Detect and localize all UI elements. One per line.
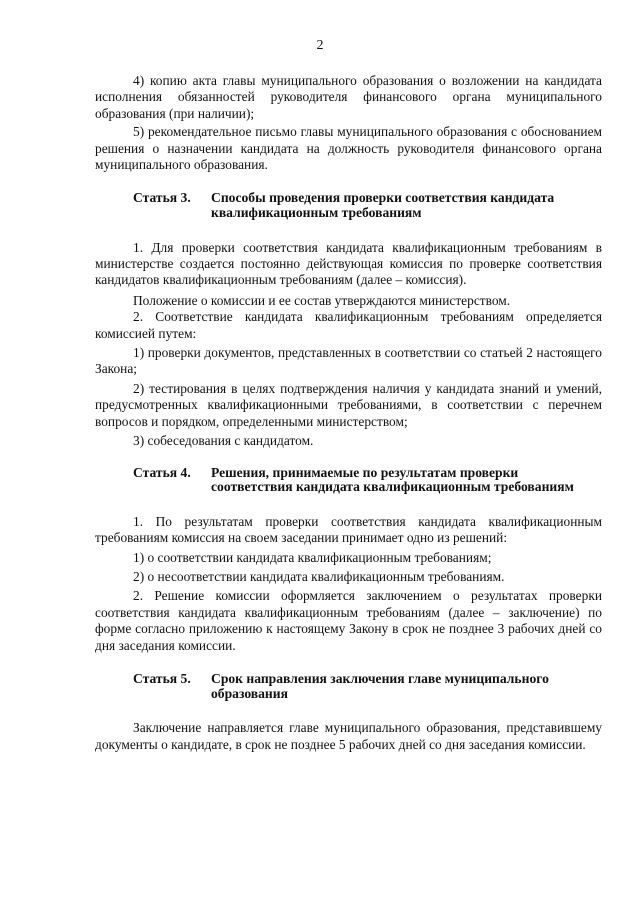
page-number: 2	[316, 38, 324, 53]
article-5-paragraph: Заключение направляется главе муниципального образования, представившему документы о кандидате, в срок не позднее 5 рабочих дней со дня заседания комиссии.	[95, 720, 602, 752]
article-4-paragraph: 1) о соответствии кандидата квалификационным требованиям;	[133, 549, 492, 565]
article-3-paragraph: 1. Для проверки соответствия кандидата квалификационным требованиям в министерстве создается постоянно действующая комиссия по проверке соответствия кандидатов квалификационным требованиям (далее – комиссия).	[95, 239, 602, 288]
article-3-paragraph: 3) собеседования с кандидатом.	[133, 433, 314, 449]
article-4-title: Решения, принимаемые по результатам проверки соответствия кандидата квалификационным требованиям	[211, 464, 574, 495]
article-3-heading	[133, 191, 602, 220]
article-3-paragraph: 1) проверки документов, представленных в соответствии со статьей 2 настоящего Закона;	[95, 345, 602, 377]
article-3-paragraph: 2. Соответствие кандидата квалификационным требованиям определяется комиссией путем:	[95, 309, 602, 341]
list-item-4: 4) копию акта главы муниципального образования о возложении на кандидата исполнения обязанностей руководителя финансового органа муниципального образования (при наличии);	[95, 73, 602, 121]
article-5-heading	[133, 672, 602, 701]
article-3-number: Статья 3.	[133, 190, 191, 206]
article-4-paragraph: 1. По результатам проверки соответствия кандидата квалификационным требованиям комиссия на своем заседании принимает одно из решений:	[95, 513, 602, 546]
article-3-paragraph: Положение о комиссии и ее состав утверждаются министерством.	[133, 292, 511, 308]
article-5-number: Статья 5.	[133, 670, 191, 686]
article-5-title: Срок направления заключения главе муниципального образования	[211, 670, 549, 701]
article-3-paragraph: 2) тестирования в целях подтверждения наличия у кандидата знаний и умений, предусмотренных квалификационными требованиями, в соответствии с перечнем вопросов и порядком, определенными министерством;	[95, 380, 602, 429]
article-4-paragraph: 2) о несоответствии кандидата квалификационным требованиям.	[133, 568, 505, 584]
list-item-5: 5) рекомендательное письмо главы муниципального образования с обоснованием решения о назначении кандидата на должность руководителя финансового органа муниципального образования.	[95, 124, 602, 173]
article-3-title: Способы проведения проверки соответствия кандидата квалификационным требованиям	[211, 190, 555, 221]
article-4-paragraph: 2. Решение комиссии оформляется заключением о результатах проверки соответствия кандидата квалификационным требованиям (далее – заключение) по форме согласно приложению к настоящему Закону в срок не позднее 3 рабочих дней со дня заседания комиссии.	[95, 588, 602, 653]
document-body	[95, 73, 602, 753]
article-4-heading	[133, 466, 602, 495]
article-4-number: Статья 4.	[133, 464, 191, 480]
